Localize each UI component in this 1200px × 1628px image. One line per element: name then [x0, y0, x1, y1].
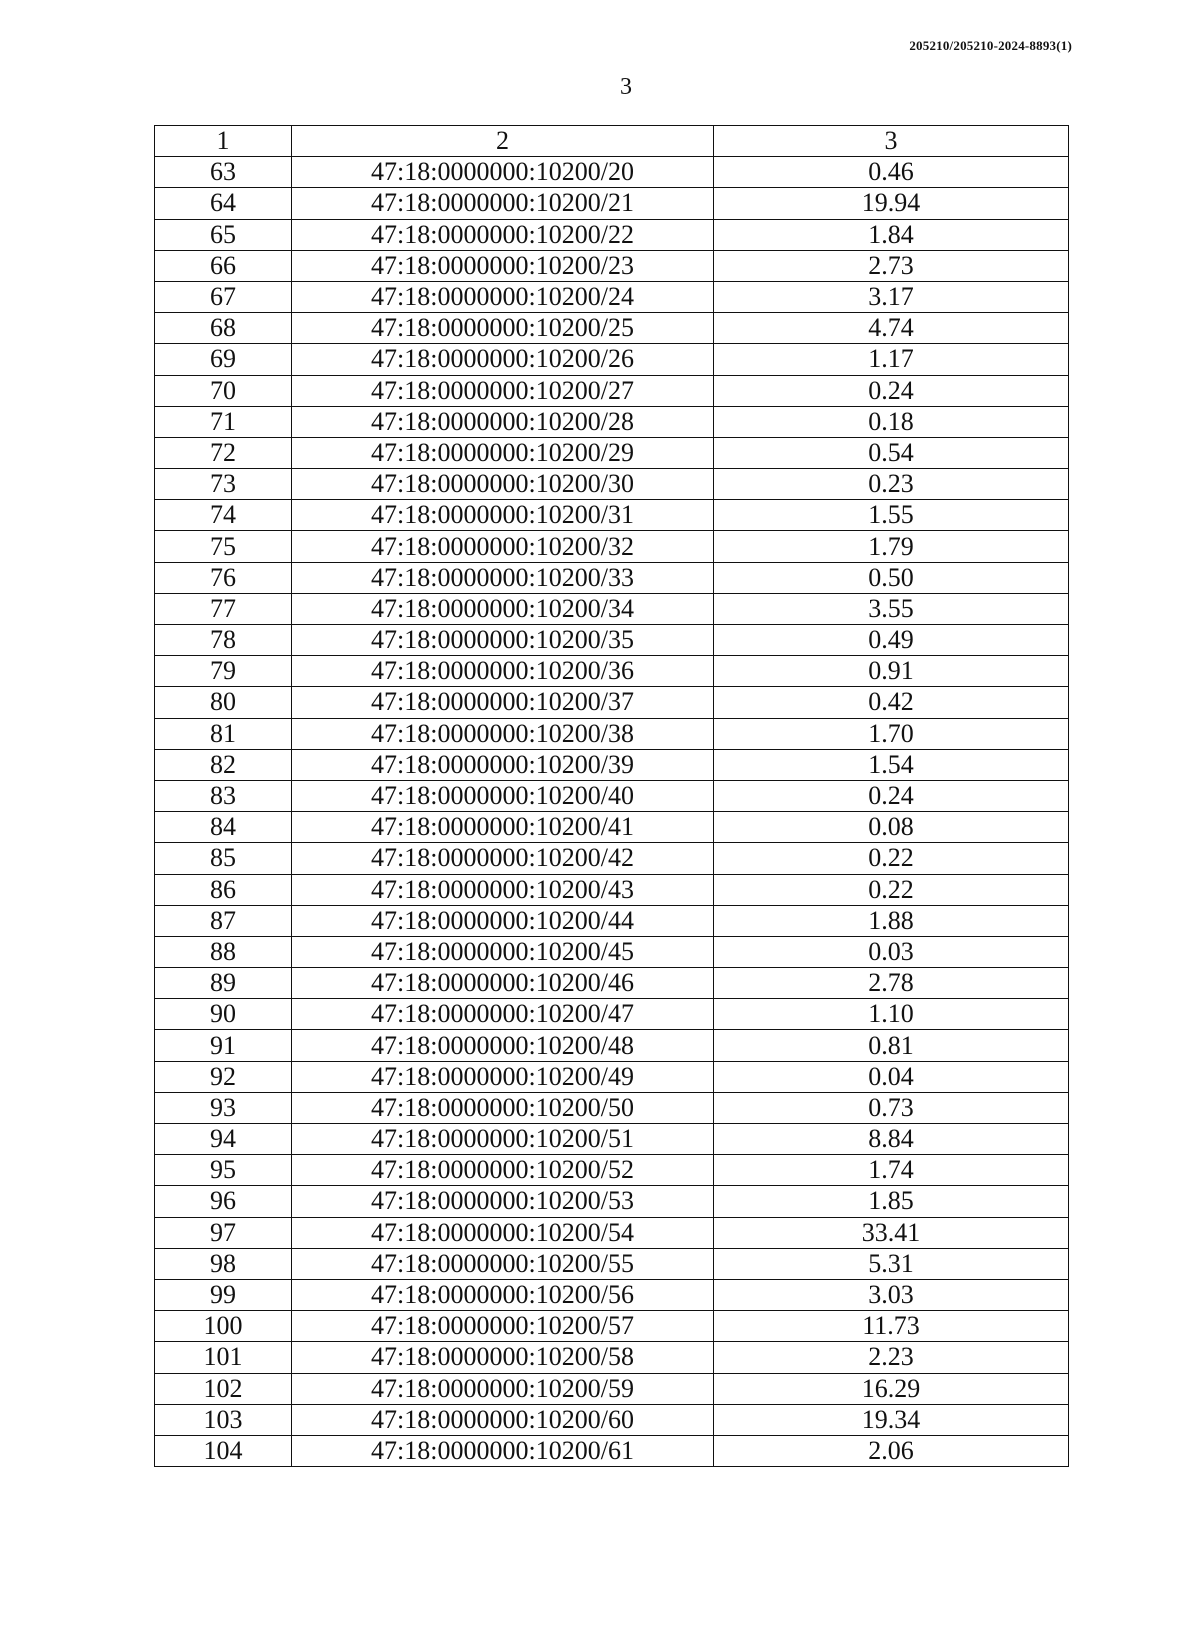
page-number: 3 — [620, 74, 632, 100]
table-row — [155, 562, 1069, 593]
table-row — [155, 1061, 1069, 1092]
cadastral-number-cell: 47:18:0000000:10200/32 — [292, 531, 714, 562]
value-cell: 0.42 — [714, 687, 1069, 718]
value-cell: 1.79 — [714, 531, 1069, 562]
value-cell: 1.85 — [714, 1186, 1069, 1217]
table-row — [155, 780, 1069, 811]
cadastral-number-cell: 47:18:0000000:10200/31 — [292, 500, 714, 531]
cadastral-number-cell: 47:18:0000000:10200/25 — [292, 313, 714, 344]
row-number-cell: 84 — [155, 812, 292, 843]
row-number-cell: 82 — [155, 749, 292, 780]
value-cell: 2.06 — [714, 1435, 1069, 1466]
cadastral-number-cell: 47:18:0000000:10200/33 — [292, 562, 714, 593]
table-row — [155, 749, 1069, 780]
table-row — [155, 500, 1069, 531]
value-cell: 0.04 — [714, 1061, 1069, 1092]
value-cell: 1.10 — [714, 999, 1069, 1030]
column-header-2: 2 — [292, 126, 714, 157]
value-cell: 3.55 — [714, 593, 1069, 624]
value-cell: 0.49 — [714, 625, 1069, 656]
row-number-cell: 90 — [155, 999, 292, 1030]
table-header-row — [155, 126, 1069, 157]
cadastral-number-cell: 47:18:0000000:10200/57 — [292, 1311, 714, 1342]
value-cell: 1.70 — [714, 718, 1069, 749]
cadastral-number-cell: 47:18:0000000:10200/44 — [292, 905, 714, 936]
row-number-cell: 71 — [155, 406, 292, 437]
row-number-cell: 70 — [155, 375, 292, 406]
value-cell: 1.84 — [714, 219, 1069, 250]
row-number-cell: 78 — [155, 625, 292, 656]
value-cell: 19.94 — [714, 188, 1069, 219]
table-row — [155, 718, 1069, 749]
row-number-cell: 102 — [155, 1373, 292, 1404]
table-row — [155, 531, 1069, 562]
value-cell: 0.73 — [714, 1092, 1069, 1123]
row-number-cell: 75 — [155, 531, 292, 562]
value-cell: 0.23 — [714, 469, 1069, 500]
value-cell: 2.23 — [714, 1342, 1069, 1373]
value-cell: 5.31 — [714, 1248, 1069, 1279]
row-number-cell: 74 — [155, 500, 292, 531]
table-row — [155, 843, 1069, 874]
value-cell: 1.55 — [714, 500, 1069, 531]
row-number-cell: 100 — [155, 1311, 292, 1342]
value-cell: 0.91 — [714, 656, 1069, 687]
value-cell: 8.84 — [714, 1124, 1069, 1155]
table-row — [155, 593, 1069, 624]
table-body — [155, 157, 1069, 1467]
row-number-cell: 73 — [155, 469, 292, 500]
table-row — [155, 437, 1069, 468]
table-row — [155, 250, 1069, 281]
table-row — [155, 469, 1069, 500]
row-number-cell: 89 — [155, 968, 292, 999]
table-row — [155, 968, 1069, 999]
row-number-cell: 87 — [155, 905, 292, 936]
table-row — [155, 1311, 1069, 1342]
table-row — [155, 1186, 1069, 1217]
table-row — [155, 313, 1069, 344]
value-cell: 19.34 — [714, 1404, 1069, 1435]
table-row — [155, 1248, 1069, 1279]
row-number-cell: 72 — [155, 437, 292, 468]
row-number-cell: 97 — [155, 1217, 292, 1248]
value-cell: 0.46 — [714, 157, 1069, 188]
row-number-cell: 69 — [155, 344, 292, 375]
row-number-cell: 76 — [155, 562, 292, 593]
row-number-cell: 99 — [155, 1279, 292, 1310]
value-cell: 3.17 — [714, 281, 1069, 312]
value-cell: 0.03 — [714, 936, 1069, 967]
value-cell: 16.29 — [714, 1373, 1069, 1404]
table-row — [155, 874, 1069, 905]
row-number-cell: 94 — [155, 1124, 292, 1155]
row-number-cell: 81 — [155, 718, 292, 749]
cadastral-number-cell: 47:18:0000000:10200/23 — [292, 250, 714, 281]
table-row — [155, 1435, 1069, 1466]
cadastral-number-cell: 47:18:0000000:10200/61 — [292, 1435, 714, 1466]
table-row — [155, 1155, 1069, 1186]
column-header-1: 1 — [155, 126, 292, 157]
row-number-cell: 67 — [155, 281, 292, 312]
cadastral-number-cell: 47:18:0000000:10200/26 — [292, 344, 714, 375]
table-row — [155, 905, 1069, 936]
cadastral-number-cell: 47:18:0000000:10200/47 — [292, 999, 714, 1030]
value-cell: 1.17 — [714, 344, 1069, 375]
value-cell: 0.22 — [714, 843, 1069, 874]
cadastral-number-cell: 47:18:0000000:10200/37 — [292, 687, 714, 718]
value-cell: 3.03 — [714, 1279, 1069, 1310]
cadastral-number-cell: 47:18:0000000:10200/21 — [292, 188, 714, 219]
parcel-table — [154, 125, 1069, 1467]
row-number-cell: 66 — [155, 250, 292, 281]
cadastral-number-cell: 47:18:0000000:10200/29 — [292, 437, 714, 468]
cadastral-number-cell: 47:18:0000000:10200/36 — [292, 656, 714, 687]
table-row — [155, 936, 1069, 967]
cadastral-number-cell: 47:18:0000000:10200/49 — [292, 1061, 714, 1092]
value-cell: 0.08 — [714, 812, 1069, 843]
value-cell: 1.54 — [714, 749, 1069, 780]
cadastral-number-cell: 47:18:0000000:10200/39 — [292, 749, 714, 780]
row-number-cell: 92 — [155, 1061, 292, 1092]
cadastral-number-cell: 47:18:0000000:10200/38 — [292, 718, 714, 749]
value-cell: 0.18 — [714, 406, 1069, 437]
cadastral-number-cell: 47:18:0000000:10200/55 — [292, 1248, 714, 1279]
table-row — [155, 812, 1069, 843]
value-cell: 0.24 — [714, 375, 1069, 406]
cadastral-number-cell: 47:18:0000000:10200/43 — [292, 874, 714, 905]
cadastral-number-cell: 47:18:0000000:10200/27 — [292, 375, 714, 406]
row-number-cell: 77 — [155, 593, 292, 624]
cadastral-number-cell: 47:18:0000000:10200/48 — [292, 1030, 714, 1061]
cadastral-number-cell: 47:18:0000000:10200/24 — [292, 281, 714, 312]
table-row — [155, 406, 1069, 437]
table-row — [155, 1030, 1069, 1061]
row-number-cell: 79 — [155, 656, 292, 687]
row-number-cell: 98 — [155, 1248, 292, 1279]
value-cell: 0.24 — [714, 780, 1069, 811]
value-cell: 0.81 — [714, 1030, 1069, 1061]
row-number-cell: 86 — [155, 874, 292, 905]
table-row — [155, 625, 1069, 656]
cadastral-number-cell: 47:18:0000000:10200/20 — [292, 157, 714, 188]
cadastral-number-cell: 47:18:0000000:10200/30 — [292, 469, 714, 500]
value-cell: 1.88 — [714, 905, 1069, 936]
row-number-cell: 85 — [155, 843, 292, 874]
row-number-cell: 101 — [155, 1342, 292, 1373]
row-number-cell: 103 — [155, 1404, 292, 1435]
cadastral-number-cell: 47:18:0000000:10200/22 — [292, 219, 714, 250]
row-number-cell: 96 — [155, 1186, 292, 1217]
value-cell: 0.22 — [714, 874, 1069, 905]
table-row — [155, 219, 1069, 250]
row-number-cell: 88 — [155, 936, 292, 967]
value-cell: 0.54 — [714, 437, 1069, 468]
row-number-cell: 95 — [155, 1155, 292, 1186]
cadastral-number-cell: 47:18:0000000:10200/56 — [292, 1279, 714, 1310]
table-row — [155, 1373, 1069, 1404]
cadastral-number-cell: 47:18:0000000:10200/58 — [292, 1342, 714, 1373]
cadastral-number-cell: 47:18:0000000:10200/41 — [292, 812, 714, 843]
row-number-cell: 68 — [155, 313, 292, 344]
row-number-cell: 65 — [155, 219, 292, 250]
table-row — [155, 1124, 1069, 1155]
cadastral-number-cell: 47:18:0000000:10200/50 — [292, 1092, 714, 1123]
table-row — [155, 999, 1069, 1030]
table-row — [155, 687, 1069, 718]
table-row — [155, 656, 1069, 687]
cadastral-number-cell: 47:18:0000000:10200/54 — [292, 1217, 714, 1248]
value-cell: 4.74 — [714, 313, 1069, 344]
cadastral-number-cell: 47:18:0000000:10200/52 — [292, 1155, 714, 1186]
table-row — [155, 157, 1069, 188]
cadastral-number-cell: 47:18:0000000:10200/53 — [292, 1186, 714, 1217]
row-number-cell: 64 — [155, 188, 292, 219]
value-cell: 2.73 — [714, 250, 1069, 281]
cadastral-number-cell: 47:18:0000000:10200/45 — [292, 936, 714, 967]
cadastral-number-cell: 47:18:0000000:10200/35 — [292, 625, 714, 656]
row-number-cell: 91 — [155, 1030, 292, 1061]
row-number-cell: 83 — [155, 780, 292, 811]
column-header-3: 3 — [714, 126, 1069, 157]
table-row — [155, 1092, 1069, 1123]
table-row — [155, 1342, 1069, 1373]
table-row — [155, 281, 1069, 312]
cadastral-number-cell: 47:18:0000000:10200/42 — [292, 843, 714, 874]
value-cell: 11.73 — [714, 1311, 1069, 1342]
value-cell: 33.41 — [714, 1217, 1069, 1248]
row-number-cell: 104 — [155, 1435, 292, 1466]
table-row — [155, 375, 1069, 406]
row-number-cell: 63 — [155, 157, 292, 188]
table-row — [155, 188, 1069, 219]
table-row — [155, 1404, 1069, 1435]
cadastral-number-cell: 47:18:0000000:10200/28 — [292, 406, 714, 437]
document-id: 205210/205210-2024-8893(1) — [909, 38, 1072, 53]
cadastral-number-cell: 47:18:0000000:10200/60 — [292, 1404, 714, 1435]
value-cell: 1.74 — [714, 1155, 1069, 1186]
table-row — [155, 1279, 1069, 1310]
cadastral-number-cell: 47:18:0000000:10200/34 — [292, 593, 714, 624]
cadastral-number-cell: 47:18:0000000:10200/40 — [292, 780, 714, 811]
table-row — [155, 344, 1069, 375]
cadastral-number-cell: 47:18:0000000:10200/51 — [292, 1124, 714, 1155]
value-cell: 2.78 — [714, 968, 1069, 999]
table-row — [155, 1217, 1069, 1248]
row-number-cell: 93 — [155, 1092, 292, 1123]
row-number-cell: 80 — [155, 687, 292, 718]
cadastral-number-cell: 47:18:0000000:10200/46 — [292, 968, 714, 999]
value-cell: 0.50 — [714, 562, 1069, 593]
cadastral-number-cell: 47:18:0000000:10200/59 — [292, 1373, 714, 1404]
